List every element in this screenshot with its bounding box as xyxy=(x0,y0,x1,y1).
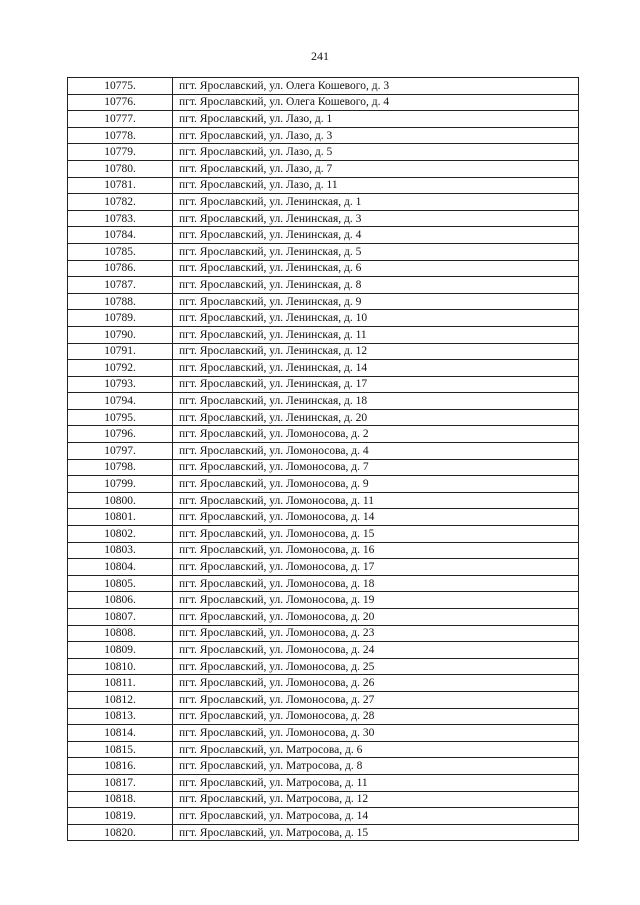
row-number: 10797. xyxy=(68,443,173,460)
page-number: 241 xyxy=(311,49,329,63)
table-row xyxy=(68,210,579,227)
row-address: пгт. Ярославский, ул. Ломоносова, д. 17 xyxy=(173,559,579,576)
row-address: пгт. Ярославский, ул. Ломоносова, д. 28 xyxy=(173,708,579,725)
table-row xyxy=(68,492,579,509)
table-row xyxy=(68,360,579,377)
row-number: 10799. xyxy=(68,476,173,493)
row-address: пгт. Ярославский, ул. Ломоносова, д. 25 xyxy=(173,658,579,675)
row-address: пгт. Ярославский, ул. Матросова, д. 6 xyxy=(173,741,579,758)
row-number: 10806. xyxy=(68,592,173,609)
row-address: пгт. Ярославский, ул. Ленинская, д. 10 xyxy=(173,310,579,327)
table-row xyxy=(68,343,579,360)
table-row xyxy=(68,260,579,277)
row-number: 10808. xyxy=(68,625,173,642)
row-address: пгт. Ярославский, ул. Лазо, д. 1 xyxy=(173,111,579,128)
row-number: 10784. xyxy=(68,227,173,244)
table-row xyxy=(68,293,579,310)
table-row xyxy=(68,243,579,260)
row-address: пгт. Ярославский, ул. Матросова, д. 12 xyxy=(173,791,579,808)
table-row xyxy=(68,459,579,476)
row-number: 10815. xyxy=(68,741,173,758)
row-number: 10812. xyxy=(68,691,173,708)
row-address: пгт. Ярославский, ул. Олега Кошевого, д. 3 xyxy=(173,78,579,95)
row-address: пгт. Ярославский, ул. Ломоносова, д. 20 xyxy=(173,609,579,626)
table-row xyxy=(68,509,579,526)
table-row xyxy=(68,642,579,659)
row-number: 10794. xyxy=(68,393,173,410)
row-number: 10800. xyxy=(68,492,173,509)
row-number: 10819. xyxy=(68,808,173,825)
row-address: пгт. Ярославский, ул. Ломоносова, д. 9 xyxy=(173,476,579,493)
row-address: пгт. Ярославский, ул. Ломоносова, д. 19 xyxy=(173,592,579,609)
row-address: пгт. Ярославский, ул. Ленинская, д. 9 xyxy=(173,293,579,310)
table-row xyxy=(68,774,579,791)
table-row xyxy=(68,160,579,177)
row-number: 10788. xyxy=(68,293,173,310)
table-row xyxy=(68,526,579,543)
table-row xyxy=(68,443,579,460)
row-address: пгт. Ярославский, ул. Матросова, д. 11 xyxy=(173,774,579,791)
row-number: 10818. xyxy=(68,791,173,808)
table-row xyxy=(68,476,579,493)
row-address: пгт. Ярославский, ул. Ломоносова, д. 16 xyxy=(173,542,579,559)
table-row xyxy=(68,227,579,244)
row-number: 10781. xyxy=(68,177,173,194)
row-address: пгт. Ярославский, ул. Ломоносова, д. 7 xyxy=(173,459,579,476)
row-address: пгт. Ярославский, ул. Лазо, д. 3 xyxy=(173,127,579,144)
row-address: пгт. Ярославский, ул. Ленинская, д. 5 xyxy=(173,243,579,260)
table-row xyxy=(68,542,579,559)
row-address: пгт. Ярославский, ул. Ломоносова, д. 18 xyxy=(173,575,579,592)
row-number: 10791. xyxy=(68,343,173,360)
row-address: пгт. Ярославский, ул. Ленинская, д. 3 xyxy=(173,210,579,227)
row-number: 10805. xyxy=(68,575,173,592)
table-row xyxy=(68,559,579,576)
row-address: пгт. Ярославский, ул. Ленинская, д. 4 xyxy=(173,227,579,244)
row-number: 10792. xyxy=(68,360,173,377)
row-number: 10802. xyxy=(68,526,173,543)
row-number: 10789. xyxy=(68,310,173,327)
row-number: 10777. xyxy=(68,111,173,128)
row-address: пгт. Ярославский, ул. Ломоносова, д. 15 xyxy=(173,526,579,543)
table-row xyxy=(68,575,579,592)
row-number: 10809. xyxy=(68,642,173,659)
row-number: 10785. xyxy=(68,243,173,260)
row-number: 10801. xyxy=(68,509,173,526)
row-address: пгт. Ярославский, ул. Лазо, д. 5 xyxy=(173,144,579,161)
row-address: пгт. Ярославский, ул. Ломоносова, д. 2 xyxy=(173,426,579,443)
table-row xyxy=(68,592,579,609)
row-number: 10810. xyxy=(68,658,173,675)
row-number: 10783. xyxy=(68,210,173,227)
row-number: 10795. xyxy=(68,409,173,426)
row-address: пгт. Ярославский, ул. Олега Кошевого, д. 4 xyxy=(173,94,579,111)
row-number: 10813. xyxy=(68,708,173,725)
row-address: пгт. Ярославский, ул. Ленинская, д. 18 xyxy=(173,393,579,410)
table-row xyxy=(68,625,579,642)
row-number: 10811. xyxy=(68,675,173,692)
row-address: пгт. Ярославский, ул. Ленинская, д. 20 xyxy=(173,409,579,426)
row-address: пгт. Ярославский, ул. Ломоносова, д. 14 xyxy=(173,509,579,526)
table-row xyxy=(68,675,579,692)
table-row xyxy=(68,758,579,775)
address-table xyxy=(67,77,579,841)
address-table-body xyxy=(68,78,579,841)
row-number: 10814. xyxy=(68,725,173,742)
row-number: 10779. xyxy=(68,144,173,161)
row-number: 10820. xyxy=(68,824,173,841)
row-address: пгт. Ярославский, ул. Ленинская, д. 1 xyxy=(173,194,579,211)
row-number: 10780. xyxy=(68,160,173,177)
table-row xyxy=(68,824,579,841)
table-row xyxy=(68,426,579,443)
row-address: пгт. Ярославский, ул. Ленинская, д. 6 xyxy=(173,260,579,277)
row-number: 10804. xyxy=(68,559,173,576)
row-address: пгт. Ярославский, ул. Ломоносова, д. 23 xyxy=(173,625,579,642)
row-address: пгт. Ярославский, ул. Ленинская, д. 12 xyxy=(173,343,579,360)
row-address: пгт. Ярославский, ул. Матросова, д. 8 xyxy=(173,758,579,775)
table-row xyxy=(68,127,579,144)
row-number: 10793. xyxy=(68,376,173,393)
row-address: пгт. Ярославский, ул. Ленинская, д. 8 xyxy=(173,277,579,294)
row-number: 10798. xyxy=(68,459,173,476)
table-row xyxy=(68,741,579,758)
table-row xyxy=(68,144,579,161)
table-row xyxy=(68,708,579,725)
row-address: пгт. Ярославский, ул. Ломоносова, д. 24 xyxy=(173,642,579,659)
table-row xyxy=(68,177,579,194)
table-row xyxy=(68,78,579,95)
table-row xyxy=(68,310,579,327)
row-address: пгт. Ярославский, ул. Ленинская, д. 14 xyxy=(173,360,579,377)
row-number: 10786. xyxy=(68,260,173,277)
table-row xyxy=(68,194,579,211)
row-address: пгт. Ярославский, ул. Матросова, д. 14 xyxy=(173,808,579,825)
table-row xyxy=(68,791,579,808)
row-address: пгт. Ярославский, ул. Ломоносова, д. 30 xyxy=(173,725,579,742)
table-row xyxy=(68,658,579,675)
row-number: 10775. xyxy=(68,78,173,95)
row-address: пгт. Ярославский, ул. Ленинская, д. 17 xyxy=(173,376,579,393)
table-row xyxy=(68,409,579,426)
row-number: 10790. xyxy=(68,326,173,343)
row-address: пгт. Ярославский, ул. Ломоносова, д. 26 xyxy=(173,675,579,692)
table-row xyxy=(68,808,579,825)
row-number: 10782. xyxy=(68,194,173,211)
table-row xyxy=(68,326,579,343)
row-number: 10816. xyxy=(68,758,173,775)
row-address: пгт. Ярославский, ул. Ленинская, д. 11 xyxy=(173,326,579,343)
table-row xyxy=(68,393,579,410)
row-number: 10787. xyxy=(68,277,173,294)
row-address: пгт. Ярославский, ул. Ломоносова, д. 11 xyxy=(173,492,579,509)
row-number: 10778. xyxy=(68,127,173,144)
row-number: 10817. xyxy=(68,774,173,791)
table-row xyxy=(68,376,579,393)
table-row xyxy=(68,111,579,128)
table-row xyxy=(68,609,579,626)
table-row xyxy=(68,94,579,111)
row-address: пгт. Ярославский, ул. Матросова, д. 15 xyxy=(173,824,579,841)
table-row xyxy=(68,277,579,294)
row-address: пгт. Ярославский, ул. Ломоносова, д. 4 xyxy=(173,443,579,460)
row-number: 10803. xyxy=(68,542,173,559)
row-address: пгт. Ярославский, ул. Ломоносова, д. 27 xyxy=(173,691,579,708)
table-row xyxy=(68,725,579,742)
table-row xyxy=(68,691,579,708)
row-address: пгт. Ярославский, ул. Лазо, д. 11 xyxy=(173,177,579,194)
row-number: 10796. xyxy=(68,426,173,443)
row-address: пгт. Ярославский, ул. Лазо, д. 7 xyxy=(173,160,579,177)
row-number: 10807. xyxy=(68,609,173,626)
row-number: 10776. xyxy=(68,94,173,111)
